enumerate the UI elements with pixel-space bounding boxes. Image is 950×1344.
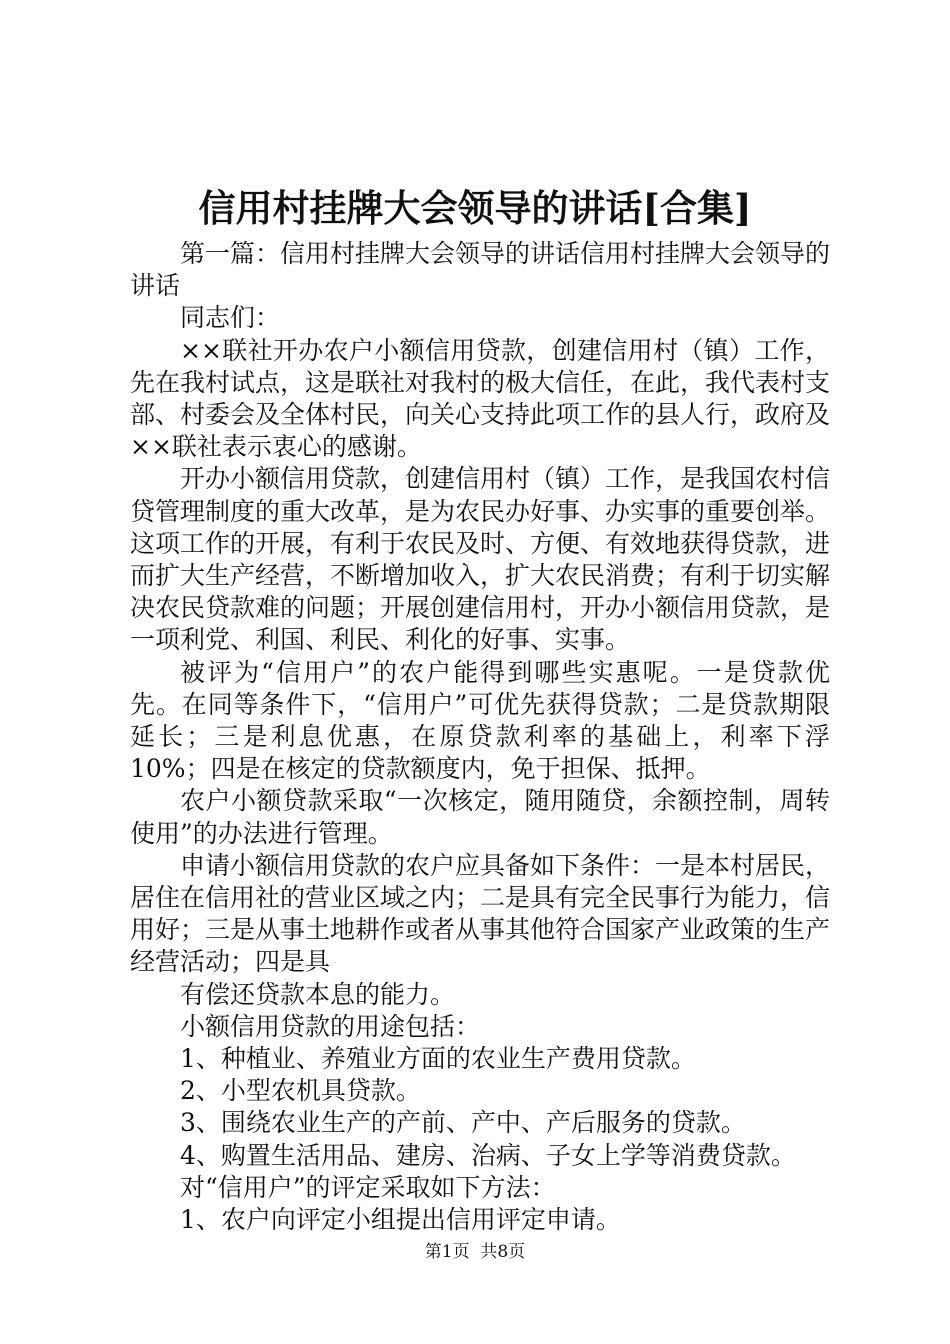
paragraph: 对“信用户”的评定采取如下方法： [180, 1172, 556, 1202]
page-footer: 第1页 共8页 [424, 1242, 526, 1262]
list-item: 1、种植业、养殖业方面的农业生产费用贷款。 [180, 1044, 696, 1074]
paragraph: 被评为“信用户”的农户能得到哪些实惠呢。一是贷款优先。在同等条件下，“信用户”可优先获得贷款；二是贷款期限延长；三是利息优惠，在原贷款利率的基础上，利率下浮10%；四是在核定的贷款额度内，免于担保、抵押。 [130, 657, 830, 784]
paragraph: 有偿还贷款本息的能力。 [180, 979, 456, 1009]
document-title: 信用村挂牌大会领导的讲话[合集] [198, 186, 752, 230]
paragraph: 农户小额贷款采取“一次核定，随用随贷，余额控制，周转使用”的办法进行管理。 [130, 786, 830, 848]
list-item: 3、围绕农业生产的产前、产中、产后服务的贷款。 [180, 1108, 746, 1138]
paragraph: 开办小额信用贷款，创建信用村（镇）工作，是我国农村信贷管理制度的重大改革，是为农民办好事、办实事的重要创举。这项工作的开展，有利于农民及时、方便、有效地获得贷款，进而扩大生产经营，不断增加收入，扩大农民消费；有利于切实解决农民贷款难的问题；开展创建信用村，开办小额信用贷款，是一项利党、利国、利民、利化的好事、实事。 [130, 464, 831, 655]
paragraph: ××联社开办农户小额信用贷款，创建信用村（镇）工作，先在我村试点，这是联社对我村的极大信任，在此，我代表村支部、村委会及全体村民，向关心支持此项工作的县人行，政府及××联社表示衷心的感谢。 [130, 335, 831, 462]
paragraph-salutation: 同志们： [180, 303, 281, 333]
list-item: 1、农户向评定小组提出信用评定申请。 [180, 1205, 621, 1235]
list-item: 4、购置生活用品、建房、治病、子女上学等消费贷款。 [180, 1140, 796, 1170]
paragraph: 申请小额信用贷款的农户应具备如下条件：一是本村居民，居住在信用社的营业区域之内；二是具有完全民事行为能力，信用好；三是从事土地耕作或者从事其他符合国家产业政策的生产经营活动；四是具 [130, 850, 831, 977]
document-body [130, 238, 830, 1236]
paragraph: 小额信用贷款的用途包括： [180, 1011, 481, 1041]
paragraph-heading: 第一篇：信用村挂牌大会领导的讲话信用村挂牌大会领导的讲话 [130, 239, 831, 301]
list-item: 2、小型农机具贷款。 [180, 1076, 421, 1106]
